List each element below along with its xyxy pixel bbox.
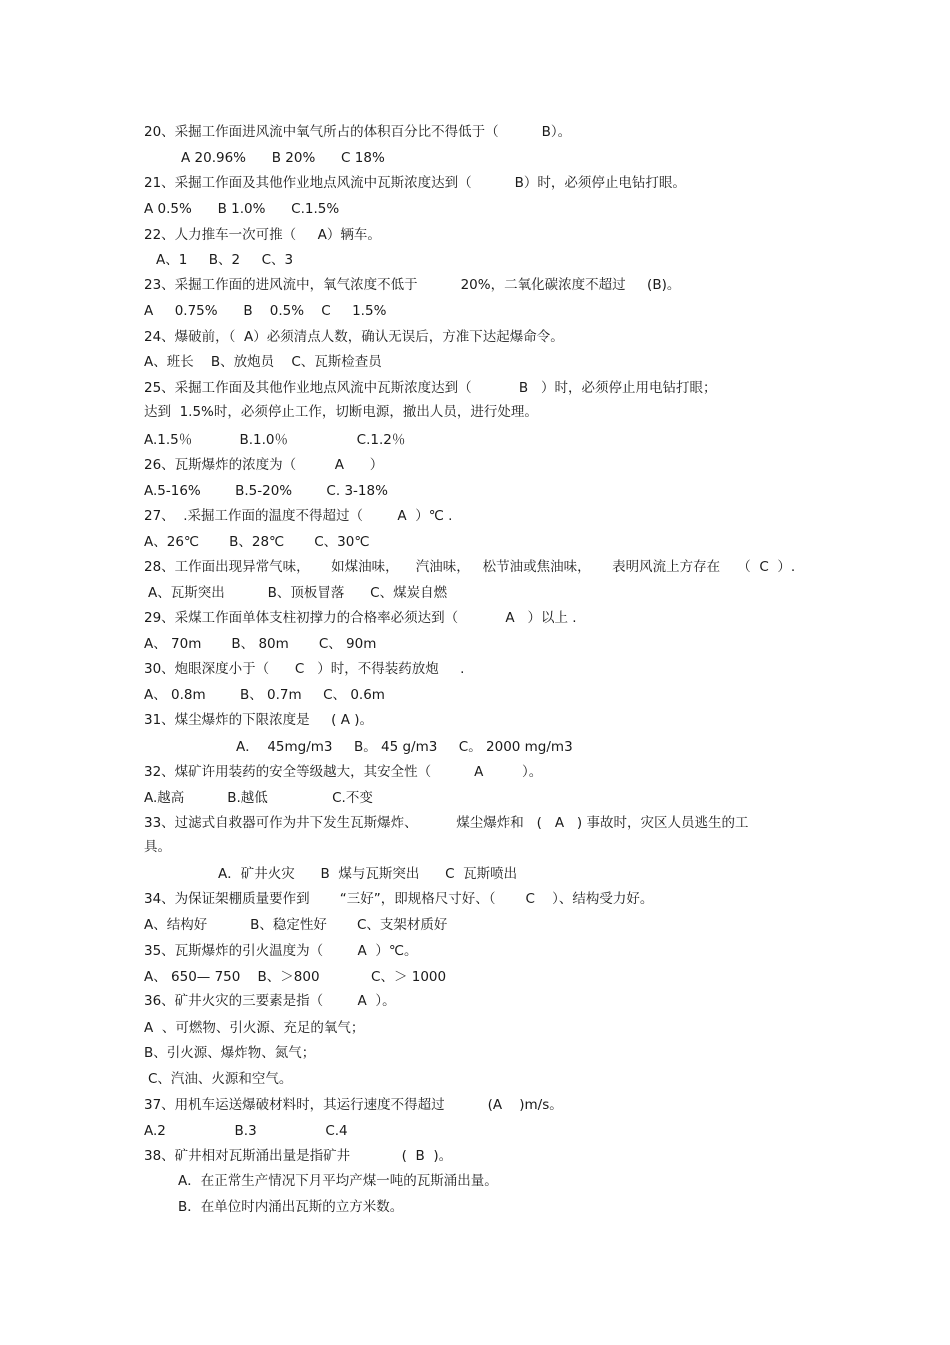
question-34: 34、为保证架棚质量要作到 “三好”，即规格尺寸好、（ C ）、结构受力好。 — [144, 891, 654, 907]
options-23: A 0.75% B 0.5% C 1.5% — [144, 303, 387, 319]
options-34: A、结构好 B、稳定性好 C、支架材质好 — [144, 917, 448, 933]
options-27: A、26℃ B、28℃ C、30℃ — [144, 534, 370, 550]
options-24: A、班长 B、放炮员 C、瓦斯检查员 — [144, 354, 382, 370]
question-33-cont: 具。 — [144, 839, 171, 855]
question-22: 22、人力推车一次可推（ A）辆车。 — [144, 227, 381, 243]
question-37: 37、用机车运送爆破材料时，其运行速度不得超过 (A )m/s。 — [144, 1097, 563, 1113]
question-28: 28、工作面出现异常气味， 如煤油味， 汽油味， 松节油或焦油味， 表明风流上方存在 （ C ）. — [144, 559, 796, 575]
question-25: 25、采掘工作面及其他作业地点风流中瓦斯浓度达到（ B ）时，必须停止用电钻打眼； — [144, 380, 717, 396]
options-21: A 0.5% B 1.0% C.1.5% — [144, 201, 340, 217]
question-35: 35、瓦斯爆炸的引火温度为（ A ）℃。 — [144, 943, 418, 959]
question-36: 36、矿井火灾的三要素是指（ A ）。 — [144, 993, 396, 1009]
options-35: A、 650— 750 B、＞800 C、＞ 1000 — [144, 969, 447, 985]
option-38-a: A．在正常生产情况下月平均产煤一吨的瓦斯涌出量。 — [178, 1173, 498, 1189]
question-27: 27、 .采掘工作面的温度不得超过（ A ）℃ . — [144, 508, 453, 524]
option-36-c: C、汽油、火源和空气。 — [148, 1071, 293, 1087]
options-25: A.1.5％ B.1.0％ C.1.2％ — [144, 432, 406, 448]
options-22: A、1 B、2 C、3 — [156, 252, 294, 268]
option-36-a: A 、可燃物、引火源、充足的氧气； — [144, 1020, 365, 1036]
option-36-b: B、引火源、爆炸物、氮气； — [144, 1045, 316, 1061]
question-32: 32、煤矿许用装药的安全等级越大，其安全性（ A ）。 — [144, 764, 543, 780]
options-30: A、 0.8m B、 0.7m C、 0.6m — [144, 687, 385, 703]
question-38: 38、矿井相对瓦斯涌出量是指矿井 ( B )。 — [144, 1148, 453, 1164]
question-29: 29、采煤工作面单体支柱初撑力的合格率必须达到（ A ）以上 . — [144, 610, 577, 626]
question-20: 20、采掘工作面进风流中氧气所占的体积百分比不得低于（ B）。 — [144, 124, 572, 140]
options-31: A． 45mg/m3 B。 45 g/m3 C。 2000 mg/m3 — [236, 739, 573, 755]
question-21: 21、采掘工作面及其他作业地点风流中瓦斯浓度达到（ B）时，必须停止电钻打眼。 — [144, 175, 686, 191]
question-23: 23、采掘工作面的进风流中，氧气浓度不低于 20%，二氧化碳浓度不超过 (B)。 — [144, 277, 681, 293]
question-33: 33、过滤式自救器可作为井下发生瓦斯爆炸、 煤尘爆炸和 ( A ) 事故时，灾区人员逃生的工 — [144, 815, 749, 831]
options-29: A、 70m B、 80m C、 90m — [144, 636, 377, 652]
options-37: A.2 B.3 C.4 — [144, 1123, 348, 1139]
question-31: 31、煤尘爆炸的下限浓度是 ( A )。 — [144, 712, 373, 728]
question-24: 24、爆破前，（ A）必须清点人数，确认无误后，方准下达起爆命令。 — [144, 329, 564, 345]
option-38-b: B．在单位时内涌出瓦斯的立方米数。 — [178, 1199, 404, 1215]
options-28: A、瓦斯突出 B、顶板冒落 C、煤炭自燃 — [148, 585, 448, 601]
question-25-cont: 达到 1.5%时，必须停止工作，切断电源，撤出人员，进行处理。 — [144, 404, 538, 420]
options-20: A 20.96% B 20% C 18% — [181, 150, 385, 166]
question-26: 26、瓦斯爆炸的浓度为（ A ） — [144, 457, 384, 473]
options-26: A.5-16% B.5-20% C. 3-18% — [144, 483, 388, 499]
question-30: 30、炮眼深度小于（ C ）时，不得装药放炮 . — [144, 661, 465, 677]
options-32: A.越高 B.越低 C.不变 — [144, 790, 373, 806]
options-33: A．矿井火灾 B 煤与瓦斯突出 C 瓦斯喷出 — [218, 866, 518, 882]
